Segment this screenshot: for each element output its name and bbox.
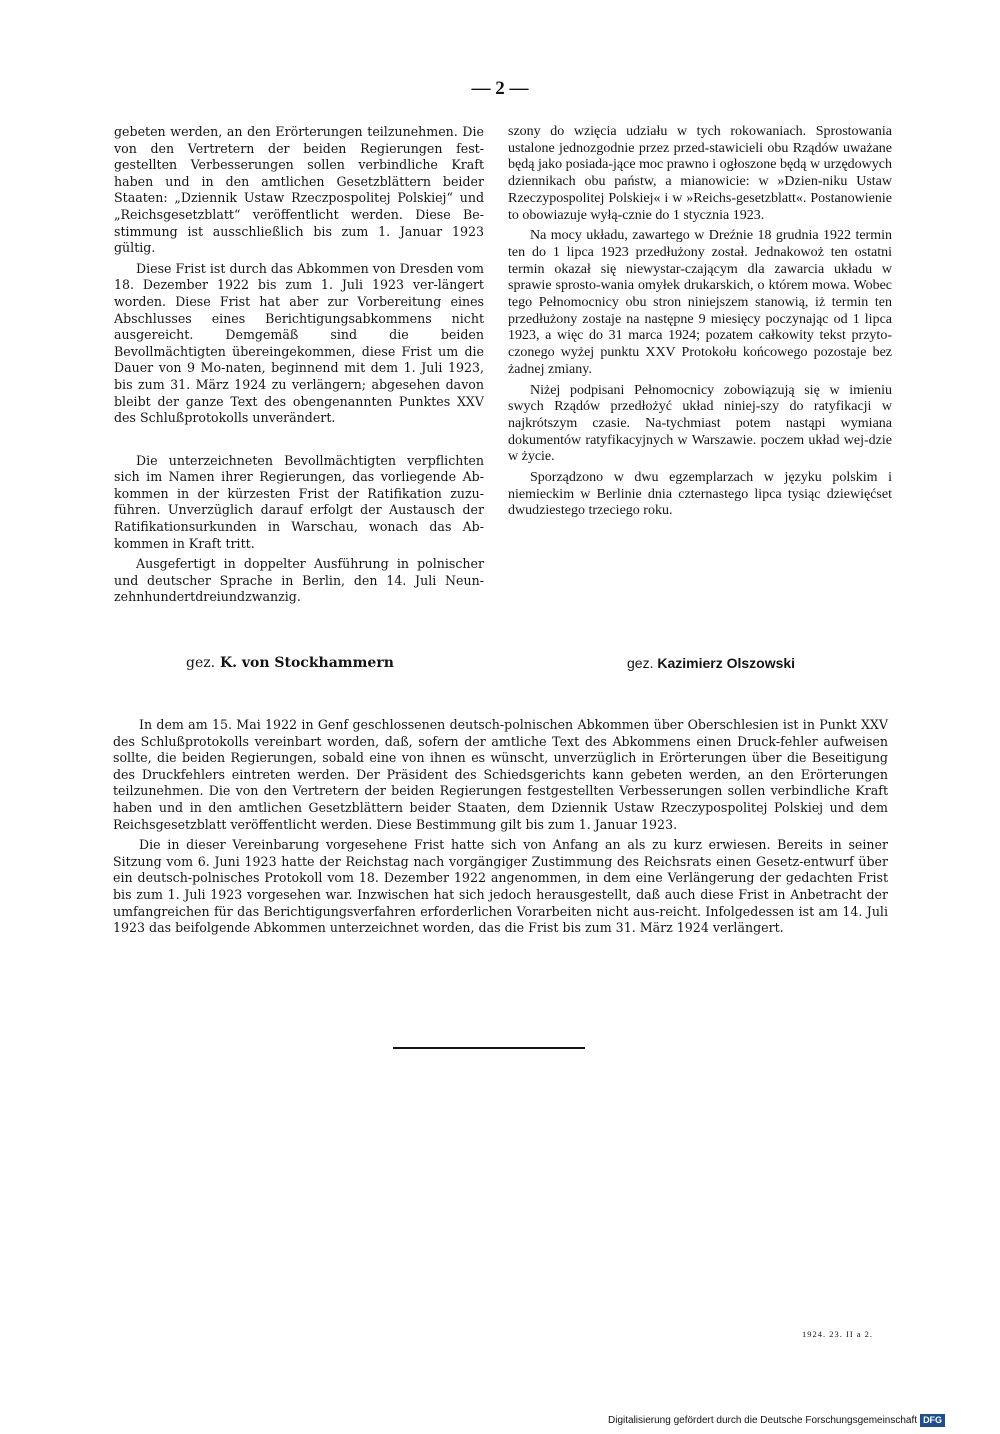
dfg-logo-icon: DFG	[920, 1414, 945, 1427]
polish-paragraph: szony do wzięcia udziału w tych rokowaniach. Sprostowania ustalone jednozgodnie przez przed-stawicieli obu Rządów uważane będą jako posiada-jące moc prawno i ogłoszone będą w urzędowych dziennikach obu państw, a mianowicie: w »Dzien-niku Ustaw Rzeczypospolitej Polskiej« i w »Reichs-gesetzblatt«. Postanowienie to obowiazuje wyłą-cznie do 1 stycznia 1923.	[508, 124, 892, 223]
signature-prefix: gez.	[627, 655, 654, 671]
german-paragraph: gebeten werden, an den Erörterungen teilzunehmen. Die von den Vertretern der beiden Regierungen fest-gestellten Verbesserungen sollen verbindliche Kraft haben und in den amtlichen Gesetzblättern beider Staaten: „Dziennik Ustaw Rzeczpospolitej Polskiej“ und „Reichsgesetzblatt“ veröffentlicht werden. Diese Be-stimmung ist ausschließlich bis zum 1. Januar 1923 gültig.	[114, 124, 484, 256]
note-paragraph: Die in dieser Vereinbarung vorgesehene Frist hatte sich von Anfang an als zu kurz erwiesen. Bereits in seiner Sitzung vom 6. Juni 1923 hatte der Reichstag nach vorgängiger Zustimmung des Reichsrats einen Gesetz-entwurf über ein deutsch-polnisches Protokoll vom 18. Dezember 1922 angenommen, in dem eine Verlängerung der gedachten Frist bis zum 1. Juli 1923 vorgesehen war. Inzwischen hat sich jedoch herausgestellt, daß auch diese Frist in Anbetracht der umfangreichen für das Berichtigungsverfahren erforderlichen Vorarbeiten nicht aus-reicht. Infolgedessen ist am 14. Juli 1923 das beifolgende Abkommen unterzeichnet worden, das die Frist bis zum 31. März 1924 verlängert.	[113, 837, 888, 936]
polish-paragraph: Na mocy układu, zawartego w Dreźnie 18 grudnia 1922 termin ten do 1 lipca 1923 przedłużony został. Jednakowoż ten ostatni termin okazał się niewystar-czającym dla zawarcia układu w sprawie sprosto-wania omyłek drukarskich, o którem mowa. Wobec tego Pełnomocnicy obu stron niniejszem stanowią, iż termin ten przedłużony zostaje na następne 9 miesięcy poczynając od 1 lipca 1923, a więc do 31 marca 1924; pozatem całkowity tekst przyto-czonego wyżej punktu XXV Protokołu końcowego pozostaje bez żadnej zmiany.	[508, 228, 892, 377]
note-paragraph: In dem am 15. Mai 1922 in Genf geschlossenen deutsch-polnischen Abkommen über Oberschlesien ist in Punkt XXV des Schlußprotokolls vereinbart worden, daß, sofern der amtliche Text des Abkommens einen Druck-fehler aufweisen sollte, die beiden Regierungen, sobald eine von ihnen es wünscht, unverzüglich in Erörterungen über die Beseitigung des Druckfehlers eintreten werden. Der Präsident des Schiedsgerichts kann gebeten werden, an den Erörterungen teilzunehmen. Die von den Vertretern der beiden Regierungen festgestellten Verbesserungen sollen verbindliche Kraft haben und in den amtlichen Gesetzblättern beider Staaten, dem Dziennik Ustaw Rzeczypospolitej Polskiej und dem Reichsgesetzblatt veröffentlicht werden. Diese Bestimmung gilt bis zum 1. Januar 1923.	[113, 717, 888, 832]
german-paragraph: Ausgefertigt in doppelter Ausführung in polnischer und deutscher Sprache in Berlin, den 14. Juli Neun-zehnhundertdreiundzwanzig.	[114, 556, 484, 605]
signature-name: Kazimierz Olszowski	[657, 655, 796, 671]
credit-text: Digitalisierung gefördert durch die Deutsche Forschungsgemeinschaft	[608, 1415, 918, 1426]
section-divider	[393, 1047, 585, 1049]
german-column	[114, 124, 484, 610]
signature-name: K. von Stockhammern	[219, 655, 394, 671]
digitization-credit	[608, 1414, 945, 1427]
polish-column	[508, 124, 892, 524]
signature-prefix: gez.	[186, 655, 216, 671]
polish-paragraph: Sporządzono w dwu egzemplarzach w języku polskim i niemieckim w Berlinie dnia czternastego lipca tysiąc dziewięćset dwudziestego trzeciego roku.	[508, 470, 892, 519]
page-number: — 2 —	[471, 78, 529, 99]
explanatory-note	[113, 717, 888, 941]
polish-paragraph: Niżej podpisani Pełnomocnicy zobowiązują się w imieniu swych Rządów przedłożyć układ niniej-szy do ratyfikacji w najkrótszym czasie. Na-tychmiast potem nastąpi wymiana dokumentów ratyfikacyjnych w Warszawie. poczem układ wej-dzie w życie.	[508, 382, 892, 465]
german-signature	[186, 655, 394, 671]
german-paragraph: Die unterzeichneten Bevollmächtigten verpflichten sich im Namen ihrer Regierungen, das vorliegende Ab-kommen in der kürzesten Frist der Ratifikation zuzu-führen. Unverzüglich darauf erfolgt der Austausch der Ratifikationsurkunden in Warschau, wonach das Ab-kommen in Kraft tritt.	[114, 452, 484, 551]
german-paragraph: Diese Frist ist durch das Abkommen von Dresden vom 18. Dezember 1922 bis zum 1. Juli 1923 ver-längert worden. Diese Frist hat aber zur Vorbereitung eines Abschlusses eines Berichtigungsabkommens nicht ausgereicht. Demgemäß sind die beiden Bevollmächtigten übereingekommen, diese Frist um die Dauer von 9 Mo-naten, beginnend mit dem 1. Juli 1923, bis zum 31. März 1924 zu verlängern; abgesehen davon bleibt der ganze Text des obengenannten Punktes XXV des Schlußprotokolls unverändert.	[114, 260, 484, 426]
print-code: 1924. 23. II a 2.	[802, 1329, 874, 1339]
polish-signature	[627, 655, 795, 671]
